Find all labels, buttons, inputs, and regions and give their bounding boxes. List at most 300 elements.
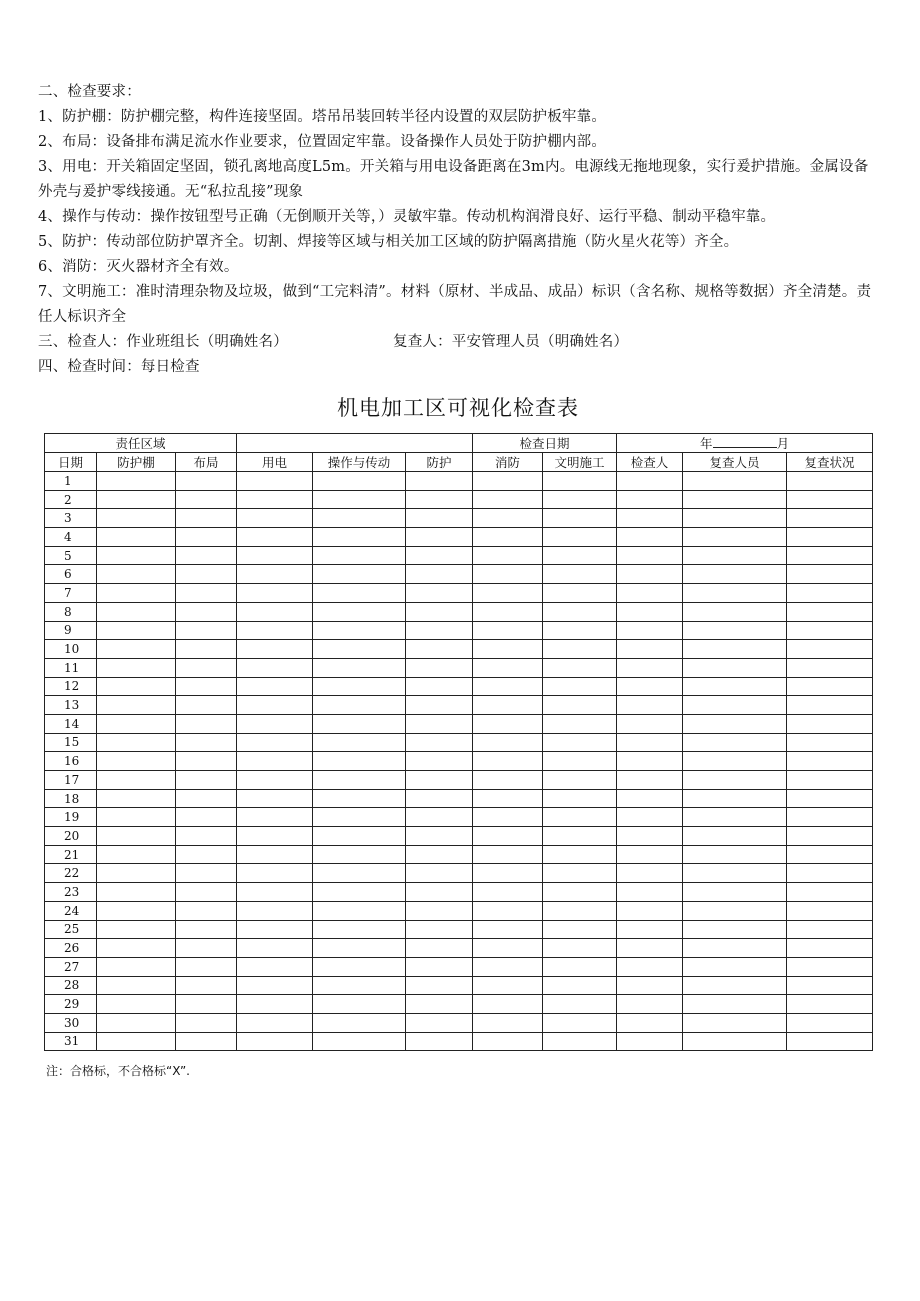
check-cell[interactable] [237,528,313,547]
check-cell[interactable] [176,640,237,659]
check-cell[interactable] [176,584,237,603]
check-cell[interactable] [543,752,617,771]
check-cell[interactable] [617,1013,683,1032]
check-cell[interactable] [543,490,617,509]
check-cell[interactable] [473,602,543,621]
check-cell[interactable] [237,640,313,659]
check-cell[interactable] [617,528,683,547]
check-cell[interactable] [543,976,617,995]
check-cell[interactable] [406,939,473,958]
check-cell[interactable] [617,901,683,920]
check-cell[interactable] [683,658,787,677]
check-cell[interactable] [237,845,313,864]
check-cell[interactable] [313,640,406,659]
check-cell[interactable] [97,472,176,491]
check-cell[interactable] [473,1013,543,1032]
check-cell[interactable] [237,677,313,696]
check-cell[interactable] [406,808,473,827]
check-cell[interactable] [237,621,313,640]
check-cell[interactable] [176,771,237,790]
check-cell[interactable] [313,1013,406,1032]
check-cell[interactable] [543,1013,617,1032]
check-cell[interactable] [617,883,683,902]
date-value[interactable] [617,434,873,453]
check-cell[interactable] [543,472,617,491]
check-cell[interactable] [787,584,873,603]
check-cell[interactable] [473,995,543,1014]
check-cell[interactable] [683,976,787,995]
check-cell[interactable] [543,808,617,827]
check-cell[interactable] [237,472,313,491]
check-cell[interactable] [176,976,237,995]
check-cell[interactable] [176,901,237,920]
check-cell[interactable] [176,864,237,883]
check-cell[interactable] [787,490,873,509]
check-cell[interactable] [617,752,683,771]
check-cell[interactable] [313,602,406,621]
check-cell[interactable] [787,677,873,696]
check-cell[interactable] [543,621,617,640]
area-value[interactable] [237,434,473,453]
check-cell[interactable] [473,752,543,771]
check-cell[interactable] [683,714,787,733]
check-cell[interactable] [313,883,406,902]
check-cell[interactable] [543,528,617,547]
check-cell[interactable] [406,827,473,846]
check-cell[interactable] [237,1013,313,1032]
check-cell[interactable] [176,658,237,677]
check-cell[interactable] [787,621,873,640]
check-cell[interactable] [787,733,873,752]
check-cell[interactable] [683,827,787,846]
check-cell[interactable] [406,883,473,902]
check-cell[interactable] [683,789,787,808]
check-cell[interactable] [543,1032,617,1051]
check-cell[interactable] [683,509,787,528]
check-cell[interactable] [543,939,617,958]
check-cell[interactable] [176,995,237,1014]
check-cell[interactable] [406,602,473,621]
check-cell[interactable] [473,658,543,677]
check-cell[interactable] [787,1032,873,1051]
check-cell[interactable] [237,808,313,827]
check-cell[interactable] [473,845,543,864]
check-cell[interactable] [787,939,873,958]
check-cell[interactable] [97,976,176,995]
check-cell[interactable] [617,808,683,827]
check-cell[interactable] [406,1013,473,1032]
check-cell[interactable] [683,546,787,565]
check-cell[interactable] [97,771,176,790]
check-cell[interactable] [683,808,787,827]
check-cell[interactable] [313,901,406,920]
check-cell[interactable] [617,490,683,509]
check-cell[interactable] [787,509,873,528]
check-cell[interactable] [97,546,176,565]
check-cell[interactable] [313,995,406,1014]
check-cell[interactable] [473,957,543,976]
check-cell[interactable] [313,733,406,752]
check-cell[interactable] [683,883,787,902]
check-cell[interactable] [543,602,617,621]
check-cell[interactable] [176,714,237,733]
check-cell[interactable] [237,995,313,1014]
check-cell[interactable] [617,696,683,715]
check-cell[interactable] [97,845,176,864]
check-cell[interactable] [543,509,617,528]
check-cell[interactable] [313,939,406,958]
check-cell[interactable] [406,640,473,659]
check-cell[interactable] [543,883,617,902]
check-cell[interactable] [787,808,873,827]
check-cell[interactable] [237,602,313,621]
check-cell[interactable] [406,584,473,603]
check-cell[interactable] [787,565,873,584]
check-cell[interactable] [543,677,617,696]
check-cell[interactable] [473,714,543,733]
check-cell[interactable] [97,565,176,584]
check-cell[interactable] [683,939,787,958]
check-cell[interactable] [406,1032,473,1051]
check-cell[interactable] [406,752,473,771]
check-cell[interactable] [406,733,473,752]
check-cell[interactable] [473,1032,543,1051]
check-cell[interactable] [617,920,683,939]
check-cell[interactable] [473,621,543,640]
check-cell[interactable] [683,602,787,621]
check-cell[interactable] [237,565,313,584]
check-cell[interactable] [787,920,873,939]
check-cell[interactable] [313,677,406,696]
check-cell[interactable] [406,771,473,790]
check-cell[interactable] [313,528,406,547]
check-cell[interactable] [406,864,473,883]
check-cell[interactable] [543,827,617,846]
check-cell[interactable] [543,920,617,939]
check-cell[interactable] [313,771,406,790]
check-cell[interactable] [176,733,237,752]
check-cell[interactable] [617,976,683,995]
check-cell[interactable] [543,565,617,584]
check-cell[interactable] [176,883,237,902]
check-cell[interactable] [617,771,683,790]
check-cell[interactable] [543,584,617,603]
check-cell[interactable] [237,490,313,509]
check-cell[interactable] [237,771,313,790]
check-cell[interactable] [97,714,176,733]
check-cell[interactable] [406,565,473,584]
check-cell[interactable] [97,733,176,752]
check-cell[interactable] [617,565,683,584]
check-cell[interactable] [313,920,406,939]
check-cell[interactable] [617,509,683,528]
check-cell[interactable] [176,621,237,640]
check-cell[interactable] [473,901,543,920]
check-cell[interactable] [237,1032,313,1051]
check-cell[interactable] [787,546,873,565]
check-cell[interactable] [406,528,473,547]
check-cell[interactable] [473,640,543,659]
check-cell[interactable] [313,696,406,715]
check-cell[interactable] [683,995,787,1014]
check-cell[interactable] [406,472,473,491]
check-cell[interactable] [683,1032,787,1051]
check-cell[interactable] [313,658,406,677]
check-cell[interactable] [473,864,543,883]
check-cell[interactable] [97,602,176,621]
check-cell[interactable] [683,696,787,715]
check-cell[interactable] [787,901,873,920]
check-cell[interactable] [683,472,787,491]
check-cell[interactable] [787,771,873,790]
check-cell[interactable] [473,939,543,958]
check-cell[interactable] [617,472,683,491]
check-cell[interactable] [97,509,176,528]
check-cell[interactable] [97,939,176,958]
check-cell[interactable] [683,640,787,659]
check-cell[interactable] [543,845,617,864]
check-cell[interactable] [787,976,873,995]
check-cell[interactable] [176,472,237,491]
check-cell[interactable] [473,546,543,565]
check-cell[interactable] [473,490,543,509]
check-cell[interactable] [473,771,543,790]
check-cell[interactable] [176,490,237,509]
check-cell[interactable] [97,584,176,603]
check-cell[interactable] [97,528,176,547]
check-cell[interactable] [406,957,473,976]
check-cell[interactable] [237,733,313,752]
check-cell[interactable] [97,957,176,976]
check-cell[interactable] [543,696,617,715]
check-cell[interactable] [313,827,406,846]
month-blank[interactable] [713,435,777,448]
check-cell[interactable] [473,677,543,696]
check-cell[interactable] [406,995,473,1014]
check-cell[interactable] [237,957,313,976]
check-cell[interactable] [176,845,237,864]
check-cell[interactable] [543,733,617,752]
check-cell[interactable] [176,546,237,565]
check-cell[interactable] [617,621,683,640]
check-cell[interactable] [473,733,543,752]
check-cell[interactable] [787,472,873,491]
check-cell[interactable] [543,864,617,883]
check-cell[interactable] [176,1032,237,1051]
check-cell[interactable] [683,957,787,976]
check-cell[interactable] [237,789,313,808]
check-cell[interactable] [473,976,543,995]
check-cell[interactable] [237,864,313,883]
check-cell[interactable] [406,509,473,528]
check-cell[interactable] [683,864,787,883]
check-cell[interactable] [473,827,543,846]
check-cell[interactable] [683,677,787,696]
check-cell[interactable] [543,714,617,733]
check-cell[interactable] [176,789,237,808]
check-cell[interactable] [97,827,176,846]
check-cell[interactable] [473,808,543,827]
check-cell[interactable] [176,528,237,547]
check-cell[interactable] [473,883,543,902]
check-cell[interactable] [473,789,543,808]
check-cell[interactable] [473,696,543,715]
check-cell[interactable] [97,752,176,771]
check-cell[interactable] [617,957,683,976]
check-cell[interactable] [683,565,787,584]
check-cell[interactable] [617,733,683,752]
check-cell[interactable] [176,1013,237,1032]
check-cell[interactable] [237,658,313,677]
check-cell[interactable] [176,752,237,771]
check-cell[interactable] [617,827,683,846]
check-cell[interactable] [683,490,787,509]
check-cell[interactable] [313,845,406,864]
check-cell[interactable] [683,920,787,939]
check-cell[interactable] [313,957,406,976]
check-cell[interactable] [683,752,787,771]
check-cell[interactable] [406,658,473,677]
check-cell[interactable] [176,565,237,584]
check-cell[interactable] [617,789,683,808]
check-cell[interactable] [787,696,873,715]
check-cell[interactable] [237,714,313,733]
check-cell[interactable] [473,528,543,547]
check-cell[interactable] [617,640,683,659]
check-cell[interactable] [313,752,406,771]
check-cell[interactable] [97,901,176,920]
check-cell[interactable] [617,939,683,958]
check-cell[interactable] [683,771,787,790]
check-cell[interactable] [176,957,237,976]
check-cell[interactable] [237,546,313,565]
check-cell[interactable] [313,1032,406,1051]
check-cell[interactable] [787,658,873,677]
check-cell[interactable] [97,920,176,939]
check-cell[interactable] [237,827,313,846]
check-cell[interactable] [176,939,237,958]
check-cell[interactable] [313,864,406,883]
check-cell[interactable] [313,509,406,528]
check-cell[interactable] [787,995,873,1014]
check-cell[interactable] [787,1013,873,1032]
check-cell[interactable] [176,677,237,696]
check-cell[interactable] [787,957,873,976]
check-cell[interactable] [787,789,873,808]
check-cell[interactable] [683,584,787,603]
check-cell[interactable] [97,696,176,715]
check-cell[interactable] [313,584,406,603]
check-cell[interactable] [237,939,313,958]
check-cell[interactable] [543,640,617,659]
check-cell[interactable] [683,845,787,864]
check-cell[interactable] [473,584,543,603]
check-cell[interactable] [787,827,873,846]
check-cell[interactable] [406,696,473,715]
check-cell[interactable] [683,1013,787,1032]
check-cell[interactable] [617,584,683,603]
check-cell[interactable] [313,808,406,827]
check-cell[interactable] [237,920,313,939]
check-cell[interactable] [543,901,617,920]
check-cell[interactable] [97,677,176,696]
check-cell[interactable] [237,883,313,902]
check-cell[interactable] [683,733,787,752]
check-cell[interactable] [313,714,406,733]
check-cell[interactable] [617,845,683,864]
check-cell[interactable] [176,602,237,621]
check-cell[interactable] [617,1032,683,1051]
check-cell[interactable] [97,883,176,902]
check-cell[interactable] [313,490,406,509]
check-cell[interactable] [313,565,406,584]
check-cell[interactable] [406,621,473,640]
check-cell[interactable] [617,714,683,733]
check-cell[interactable] [473,472,543,491]
check-cell[interactable] [543,789,617,808]
check-cell[interactable] [97,640,176,659]
check-cell[interactable] [617,602,683,621]
check-cell[interactable] [176,827,237,846]
check-cell[interactable] [543,658,617,677]
check-cell[interactable] [97,808,176,827]
check-cell[interactable] [313,546,406,565]
check-cell[interactable] [406,845,473,864]
check-cell[interactable] [406,546,473,565]
check-cell[interactable] [313,976,406,995]
check-cell[interactable] [97,658,176,677]
check-cell[interactable] [97,1032,176,1051]
check-cell[interactable] [683,621,787,640]
check-cell[interactable] [787,640,873,659]
check-cell[interactable] [97,621,176,640]
check-cell[interactable] [176,696,237,715]
check-cell[interactable] [787,602,873,621]
check-cell[interactable] [406,901,473,920]
check-cell[interactable] [237,584,313,603]
check-cell[interactable] [406,789,473,808]
check-cell[interactable] [97,864,176,883]
check-cell[interactable] [406,490,473,509]
check-cell[interactable] [237,509,313,528]
check-cell[interactable] [237,696,313,715]
check-cell[interactable] [617,546,683,565]
check-cell[interactable] [787,752,873,771]
check-cell[interactable] [313,789,406,808]
check-cell[interactable] [617,995,683,1014]
check-cell[interactable] [176,920,237,939]
check-cell[interactable] [237,752,313,771]
check-cell[interactable] [787,883,873,902]
check-cell[interactable] [543,546,617,565]
check-cell[interactable] [176,808,237,827]
check-cell[interactable] [787,864,873,883]
check-cell[interactable] [237,976,313,995]
check-cell[interactable] [543,771,617,790]
check-cell[interactable] [97,789,176,808]
check-cell[interactable] [543,957,617,976]
check-cell[interactable] [787,528,873,547]
check-cell[interactable] [406,714,473,733]
check-cell[interactable] [787,845,873,864]
check-cell[interactable] [617,677,683,696]
check-cell[interactable] [97,1013,176,1032]
check-cell[interactable] [406,976,473,995]
check-cell[interactable] [97,490,176,509]
check-cell[interactable] [473,920,543,939]
check-cell[interactable] [406,920,473,939]
check-cell[interactable] [617,658,683,677]
